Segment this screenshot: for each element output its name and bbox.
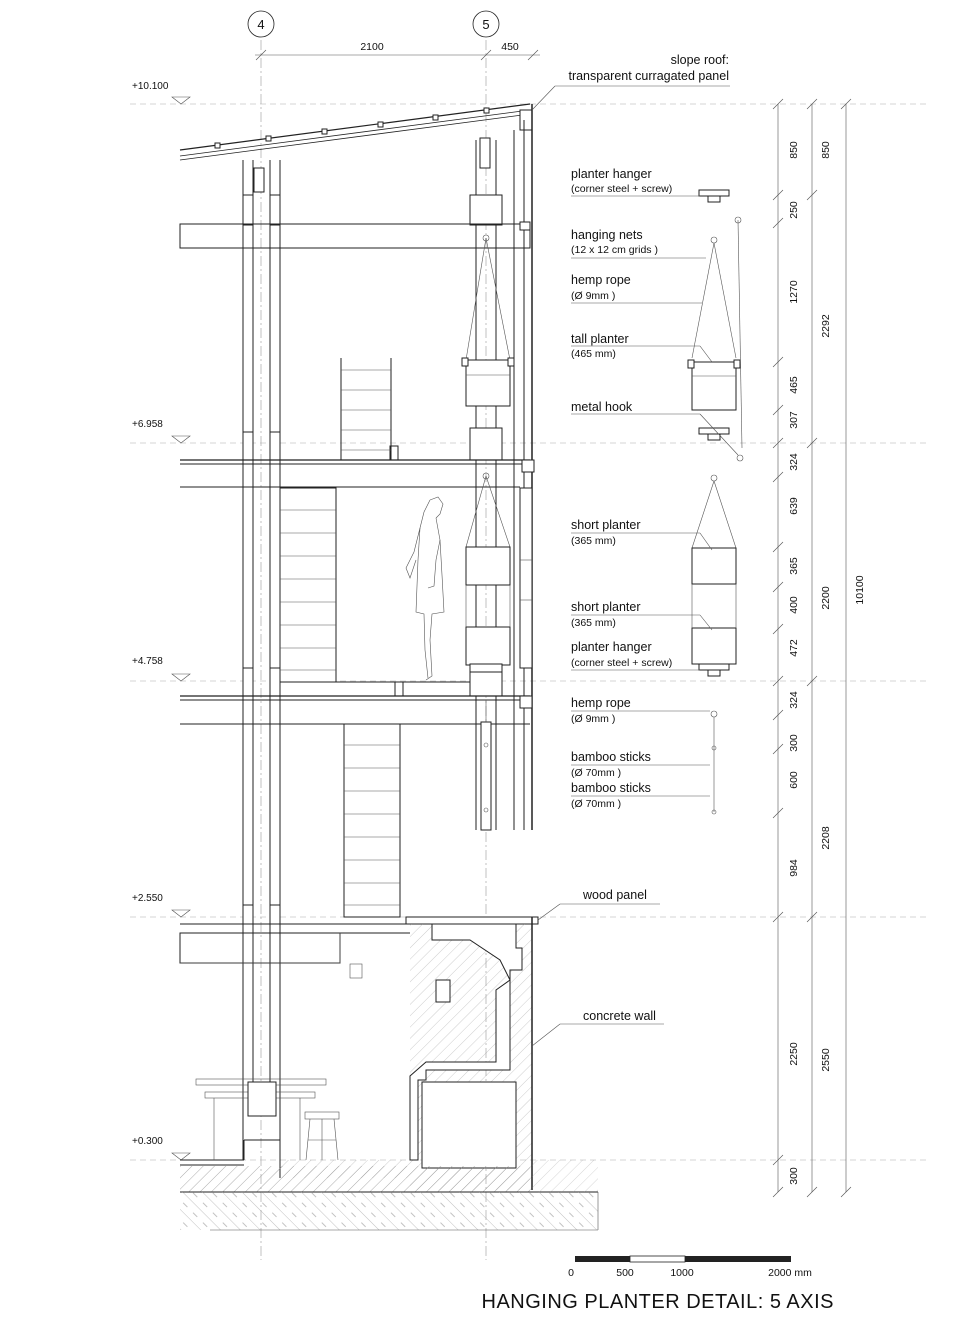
bamboo-sticks-1-label: bamboo sticks	[571, 750, 651, 764]
roof-callout-detail: transparent curragated panel	[568, 69, 729, 83]
hanging-nets-detail: (12 x 12 cm grids )	[571, 244, 658, 256]
dim-inner-1270: 1270	[788, 280, 800, 304]
facade-window	[520, 488, 532, 668]
planter-hanger-bottom-label: planter hanger	[571, 640, 652, 654]
concrete-wall-label: concrete wall	[583, 1009, 656, 1023]
wood-panel-label: wood panel	[583, 888, 647, 902]
roof-callout-label: slope roof:	[670, 53, 729, 67]
dim-middle-2208: 2208	[820, 826, 832, 850]
ladder-lower	[344, 724, 400, 917]
dim-inner-324-a: 324	[788, 453, 800, 471]
axis-4-label: 4	[257, 17, 265, 32]
short-planter-2-detail: (365 mm)	[571, 617, 616, 629]
bamboo-sticks-2-detail: (Ø 70mm )	[571, 798, 622, 810]
hemp-rope-bottom-label: hemp rope	[571, 696, 631, 710]
hemp-rope-top-label: hemp rope	[571, 273, 631, 287]
tall-planter-label: tall planter	[571, 332, 629, 346]
dim-inner-2250: 2250	[788, 1042, 800, 1066]
dim-inner-465: 465	[788, 376, 800, 394]
bamboo-sticks-1-detail: (Ø 70mm )	[571, 767, 622, 779]
dim-inner-400: 400	[788, 596, 800, 614]
level-label: +2.550	[132, 893, 163, 904]
dim-middle-2200: 2200	[820, 586, 832, 610]
drawing-title: HANGING PLANTER DETAIL: 5 AXIS	[481, 1291, 834, 1313]
scale-bar	[568, 1256, 812, 1279]
short-planter-1-detail: (365 mm)	[571, 535, 616, 547]
level-label: +10.100	[132, 81, 169, 92]
person-figure	[406, 497, 444, 680]
ground-furniture	[196, 964, 362, 1160]
ladder-middle	[280, 488, 336, 682]
axis-spacing-2100: 2100	[360, 41, 384, 53]
short-planter-1-label: short planter	[571, 518, 641, 532]
dim-inner-250: 250	[788, 201, 800, 219]
dim-inner-639: 639	[788, 497, 800, 515]
planter-hanger-top-label: planter hanger	[571, 167, 652, 181]
dim-inner-850: 850	[788, 141, 800, 159]
metal-hook-label: metal hook	[571, 400, 633, 414]
dim-inner-300-a: 300	[788, 734, 800, 752]
bamboo-sticks-2-label: bamboo sticks	[571, 781, 651, 795]
dim-outer-10100: 10100	[854, 575, 866, 605]
axis-5-label: 5	[482, 17, 490, 32]
planter-hanger-bottom-detail: (corner steel + screw)	[571, 657, 673, 669]
dim-inner-300-b: 300	[788, 1167, 800, 1185]
hemp-rope-top-detail: (Ø 9mm )	[571, 290, 616, 302]
dim-inner-984: 984	[788, 859, 800, 877]
level-label: +0.300	[132, 1136, 163, 1147]
level-10100	[130, 81, 930, 104]
planter-hanger-top-detail: (corner steel + screw)	[571, 183, 673, 195]
dim-inner-307: 307	[788, 411, 800, 429]
dim-inner-365: 365	[788, 557, 800, 575]
section-planters	[462, 235, 514, 830]
dim-inner-600: 600	[788, 771, 800, 789]
dim-middle-2550: 2550	[820, 1048, 832, 1072]
dim-inner-324-b: 324	[788, 691, 800, 709]
detail-planters	[688, 190, 743, 814]
axis-spacing-450: 450	[501, 41, 519, 53]
level-label: +6.958	[132, 419, 163, 430]
hemp-rope-bottom-detail: (Ø 9mm )	[571, 713, 616, 725]
scale-tick-500: 500	[616, 1267, 634, 1279]
short-planter-2-label: short planter	[571, 600, 641, 614]
scale-tick-0: 0	[568, 1267, 574, 1279]
scale-tick-1000: 1000	[670, 1267, 694, 1279]
hanging-nets-label: hanging nets	[571, 228, 643, 242]
scale-tick-2000: 2000 mm	[768, 1267, 812, 1279]
dimension-chains	[773, 99, 866, 1197]
dim-middle-2292: 2292	[820, 314, 832, 338]
dim-inner-472: 472	[788, 639, 800, 657]
roof	[180, 104, 532, 160]
dim-middle-850: 850	[820, 141, 832, 159]
level-label: +4.758	[132, 656, 163, 667]
ladder-upper	[341, 358, 391, 460]
building-section	[180, 104, 598, 1230]
tall-planter-detail: (465 mm)	[571, 348, 616, 360]
